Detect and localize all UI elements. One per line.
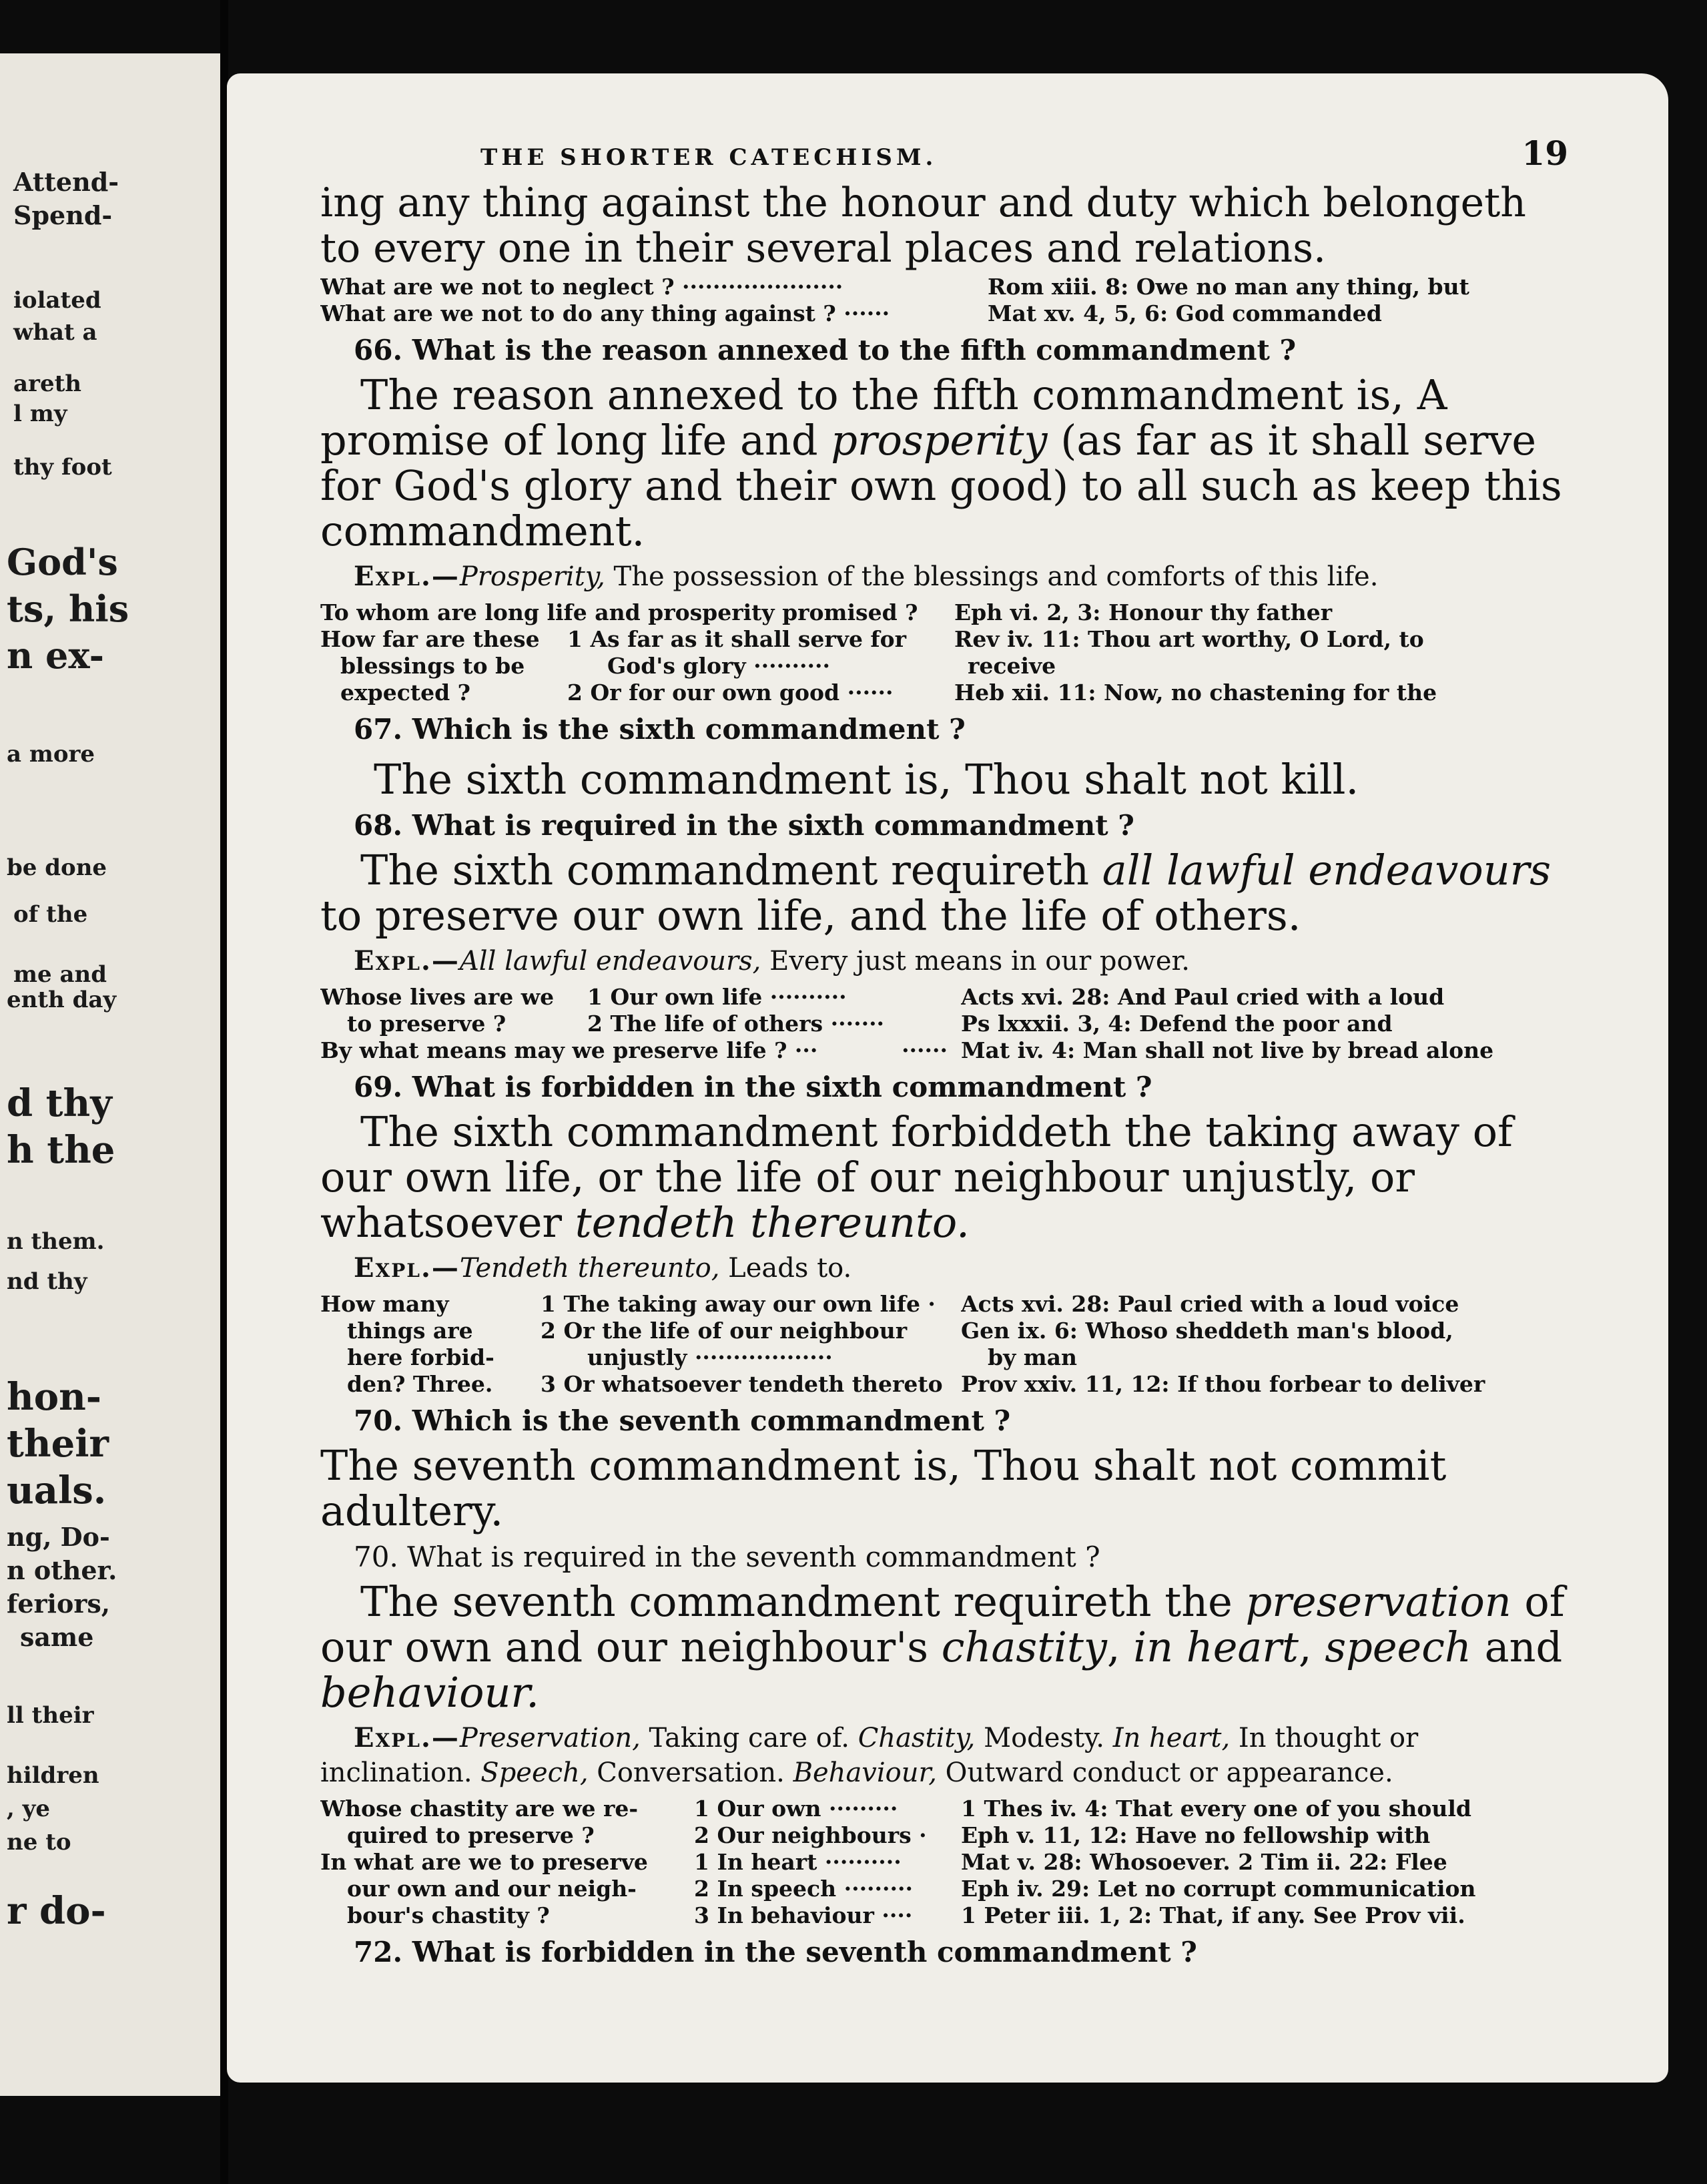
facing-page-fragment: enth day [7,987,117,1013]
sub-answer: 2 Or the life of our neighbour [541,1318,908,1344]
answer-text: , [1298,1623,1325,1671]
sub-question: What are we not to neglect ? ····················· [320,274,843,300]
question-69: 69. What is forbidden in the sixth commandment ? [354,1071,1152,1103]
scripture-reference: Prov xxiv. 11, 12: If thou forbear to deliver [961,1371,1485,1397]
scripture-reference: Rom xiii. 8: Owe no man any thing, but [988,274,1469,300]
answer-68 [320,848,1575,938]
answer-emphasis: behaviour. [320,1668,539,1717]
facing-page-fragment: nd thy [7,1268,87,1295]
sub-answer: 2 The life of others ······· [587,1011,885,1037]
answer-emphasis: preservation [1245,1577,1511,1626]
opening-proofs [320,274,1575,327]
answer-69 [320,1109,1575,1246]
sub-question: to preserve ? [347,1011,506,1037]
expl-text: Taking care of. [640,1723,858,1753]
explanation-71 [320,1721,1575,1790]
answer-text: of our own and our neighbour's [320,1577,1565,1671]
scripture-reference: Eph vi. 2, 3: Honour thy father [954,599,1333,625]
facing-page-fragment: be done [7,854,107,881]
expl-term: Chastity, [858,1723,976,1753]
facing-page-fragment: ne to [7,1829,71,1856]
facing-page-fragment: same [20,1622,94,1652]
answer-emphasis: in heart [1133,1623,1299,1671]
answer-text: (as far as it shall serve for God's glory and their own good) to all such as keep this commandment. [320,416,1562,555]
expl-text: In thought or inclination. [320,1723,1419,1788]
sub-question: To whom are long life and prosperity promised ? [320,599,918,625]
facing-page-fragment: Attend- [13,167,119,197]
facing-page-fragment: thy foot [13,454,112,481]
expl-term: Speech, [480,1757,589,1788]
question-70: 70. Which is the seventh commandment ? [354,1404,1011,1437]
expl-text: Every just means in our power. [761,946,1190,977]
sub-answer: 1 The taking away our own life · [541,1291,936,1317]
continued-answer-line-2: to every one in their several places and relations. [320,225,1327,272]
expl-label: Expl.— [354,561,460,592]
sub-question: What are we not to do any thing against ? ······ [320,300,890,326]
facing-page-fragment: n them. [7,1228,105,1255]
facing-page-fragment: areth [13,370,81,397]
scripture-reference: 1 Peter iii. 1, 2: That, if any. See Prov vii. [961,1902,1465,1928]
question-72: 72. What is forbidden in the seventh commandment ? [354,1936,1197,1968]
scripture-reference: Ps lxxxii. 3, 4: Defend the poor and [961,1011,1393,1037]
facing-page-fragment: a more [7,741,95,768]
facing-page-fragment: ts, his [7,587,129,630]
book-page [227,73,1668,2083]
expl-text: The possession of the blessings and comforts of this life. [605,561,1379,592]
facing-page-fragment: hildren [7,1762,99,1789]
sub-question: Whose lives are we [320,984,555,1010]
scripture-reference: Acts xvi. 28: Paul cried with a loud voice [961,1291,1459,1317]
expl-text: Outward conduct or appearance. [936,1757,1393,1788]
sub-question: expected ? [340,679,470,706]
question-68: 68. What is required in the sixth commandment ? [354,809,1134,842]
sub-question: In what are we to preserve [320,1849,648,1875]
facing-page-fragment: Spend- [13,200,113,230]
facing-page-fragment: n other. [7,1555,117,1585]
scripture-reference: Gen ix. 6: Whoso sheddeth man's blood, [961,1318,1453,1344]
expl-text: Leads to. [719,1253,852,1284]
sub-answer: God's glory ·········· [607,653,830,679]
facing-page-fragment: of the [13,901,88,928]
answer-text: , [1106,1623,1134,1671]
facing-page-fragment: , ye [7,1796,51,1822]
answer-emphasis: chastity [941,1623,1107,1671]
scripture-reference: Eph v. 11, 12: Have no fellowship with [961,1822,1431,1848]
facing-page-fragment: me and [13,961,107,988]
sub-question: Whose chastity are we re- [320,1796,639,1822]
sub-answer: 3 Or whatsoever tendeth thereto [541,1371,943,1397]
expl-label: Expl.— [354,945,460,977]
proofs-68 [320,984,1575,1064]
expl-text: Conversation. [588,1757,793,1788]
facing-page-fragment: r do- [7,1889,106,1933]
expl-term: Preservation, [459,1723,641,1753]
answer-71 [320,1579,1575,1715]
sub-question: How far are these [320,626,540,652]
sub-question: quired to preserve ? [347,1822,595,1848]
scripture-reference: Rev iv. 11: Thou art worthy, O Lord, to [954,626,1424,652]
question-67: 67. Which is the sixth commandment ? [354,713,966,746]
facing-page-fragment: l my [13,400,67,427]
facing-page-fragment: n ex- [7,634,105,677]
answer-70: The seventh commandment is, Thou shalt not commit adultery. [320,1441,1447,1535]
answer-emphasis: speech [1325,1623,1471,1671]
scripture-reference: Eph iv. 29: Let no corrupt communication [961,1876,1476,1902]
answer-text: The sixth commandment requireth [360,846,1102,894]
scripture-reference: Mat xv. 4, 5, 6: God commanded [988,300,1382,326]
answer-emphasis: all lawful endeavours [1102,846,1552,894]
page-content [320,133,1575,1974]
question-71: 70. What is required in the seventh commandment ? [354,1541,1100,1573]
sub-answer: 1 Our own ········· [694,1796,898,1822]
expl-term: Tendeth thereunto, [459,1253,720,1284]
sub-question: things are [347,1318,473,1344]
sub-answer: 1 Our own life ·········· [587,984,847,1010]
facing-page-fragment: what a [13,319,97,346]
facing-page-fragment: their [7,1422,109,1466]
explanation-66 [354,559,1575,594]
answer-66 [320,372,1575,554]
answer-text: The sixth commandment forbiddeth the taking away of our own life, or the life of our neighbour unjustly, or whatsoever [320,1107,1513,1247]
expl-term: Prosperity, [459,561,605,592]
sub-answer: 2 Our neighbours · [694,1822,927,1848]
scripture-reference: Acts xvi. 28: And Paul cried with a loud [961,984,1445,1010]
answer-67: The sixth commandment is, Thou shalt not kill. [374,755,1359,804]
answer-emphasis: tendeth thereunto. [575,1198,970,1247]
scripture-reference: 1 Thes iv. 4: That every one of you should [961,1796,1471,1822]
facing-page-fragment: ng, Do- [7,1522,110,1552]
sub-question: blessings to be [340,653,525,679]
facing-page-fragment: hon- [7,1375,102,1419]
scripture-reference: Heb xii. 11: Now, no chastening for the [954,679,1437,706]
sub-answer: 1 In heart ·········· [694,1849,902,1875]
page-number: 19 [1521,133,1568,173]
answer-text: to preserve our own life, and the life of others. [320,891,1301,940]
facing-page-fragment: feriors, [7,1589,110,1619]
explanation-69 [354,1251,1575,1286]
expl-text: Modesty. [975,1723,1113,1753]
sub-answer: 1 As far as it shall serve for [567,626,907,652]
running-header [320,133,1575,180]
expl-term: Behaviour, [793,1757,937,1788]
sub-question: our own and our neigh- [347,1876,637,1902]
running-title: THE SHORTER CATECHISM. [480,144,938,171]
sub-question: here forbid- [347,1344,494,1370]
sub-question: bour's chastity ? [347,1902,550,1928]
sub-answer: unjustly ·················· [587,1344,833,1370]
facing-page-fragment: God's [7,541,118,583]
expl-label: Expl.— [354,1722,460,1753]
scripture-reference: Mat v. 28: Whosoever. 2 Tim ii. 22: Flee [961,1849,1447,1875]
sub-answer: 3 In behaviour ···· [694,1902,913,1928]
facing-page-fragment: uals. [7,1468,107,1513]
proofs-69 [320,1291,1575,1398]
expl-label: Expl.— [354,1252,460,1284]
sub-question: den? Three. [347,1371,493,1397]
explanation-68 [354,944,1575,979]
scripture-reference: receive [968,653,1056,679]
scripture-reference: Mat iv. 4: Man shall not live by bread alone [961,1037,1494,1063]
sub-answer: 2 Or for our own good ······ [567,679,894,706]
facing-page-fragment: ll their [7,1702,94,1729]
facing-page-fragment: d thy [7,1081,112,1125]
sub-question: By what means may we preserve life ? ··· [320,1037,818,1063]
facing-page-fragment: iolated [13,287,101,314]
facing-page-fragment: h the [7,1128,115,1172]
answer-text: The seventh commandment requireth the [360,1577,1246,1626]
sub-answer: 2 In speech ········· [694,1876,913,1902]
facing-page [0,53,226,2096]
expl-term: All lawful endeavours, [459,946,761,977]
expl-term: In heart, [1112,1723,1231,1753]
continued-answer-line-1: ing any thing against the honour and duty which belongeth [320,180,1526,226]
proofs-66 [320,599,1575,706]
answer-emphasis: prosperity [831,416,1048,465]
proofs-71 [320,1796,1575,1929]
answer-text: and [1471,1623,1563,1671]
sub-question: How many [320,1291,449,1317]
scripture-reference: by man [988,1344,1078,1370]
sub-leader: ······ [902,1037,948,1063]
question-66: 66. What is the reason annexed to the fifth commandment ? [354,334,1297,366]
answer-text: The reason annexed to the fifth commandment is, A promise of long life and [320,370,1447,465]
